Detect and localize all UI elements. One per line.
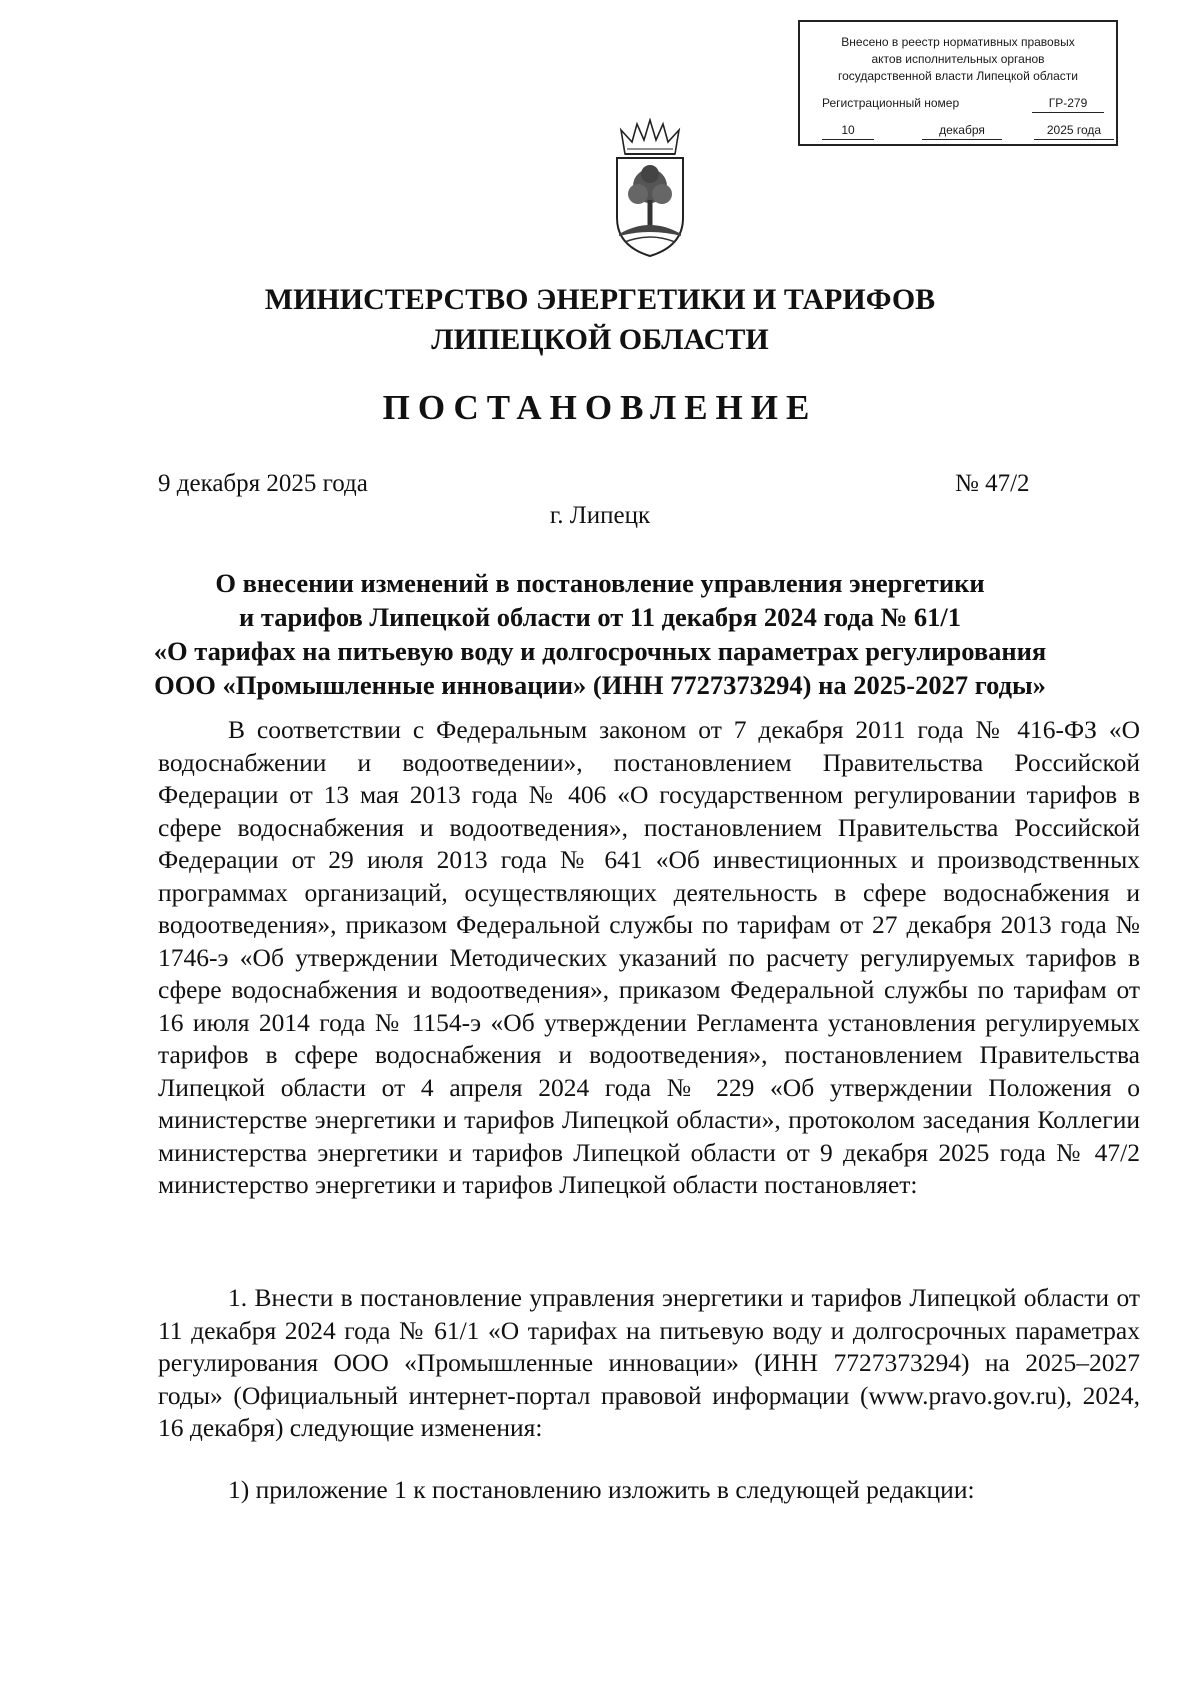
- ministry-name: [0, 280, 1200, 360]
- registry-stamp: [798, 20, 1118, 146]
- coat-of-arms-icon: [605, 118, 695, 260]
- stamp-registration-number: ГР-279: [1032, 95, 1104, 113]
- stamp-month: декабря: [922, 122, 1002, 140]
- preamble-paragraph: [158, 714, 1140, 1202]
- document-number: № 47/2: [955, 470, 1030, 497]
- title-line-3: «О тарифах на питьевую воду и долгосрочных параметрах регулирования: [153, 636, 1047, 666]
- title-line-1: О внесении изменений в постановление управления энергетики: [215, 568, 985, 598]
- stamp-line-3: государственной власти Липецкой области: [837, 69, 1079, 83]
- document-date: 9 декабря 2025 года: [158, 470, 368, 497]
- stamp-year: 2025 года: [1034, 122, 1114, 140]
- stamp-day: 10: [822, 122, 874, 140]
- subclause-1: 1) приложение 1 к постановлению изложить в следующей редакции:: [228, 1475, 975, 1504]
- title-line-4: ООО «Промышленные инновации» (ИНН 7727373294) на 2025-2027 годы»: [154, 670, 1046, 700]
- clause-1-text: 1. Внести в постановление управления энергетики и тарифов Липецкой области от 11 декабря 2024 года № 61/1 «О тарифах на питьевую воду и долгосрочных параметрах регулирования ООО «Промышленные инновации» (ИНН 7727373294) на 2025–2027 годы» (Официальный интернет-портал правовой информации (www.pravo.gov.ru), 2024, 16 декабря) следующие изменения:: [158, 1283, 1140, 1442]
- document-type: ПОСТАНОВЛЕНИЕ: [382, 388, 818, 427]
- stamp-registration-label: Регистрационный номер: [822, 96, 960, 110]
- stamp-line-1: Внесено в реестр нормативных правовых: [841, 35, 1075, 49]
- preamble-text: В соответствии с Федеральным законом от 7 декабря 2011 года № 416-ФЗ «О водоснабжении и водоотведении», постановлением Правительства Российской Федерации от 13 мая 2013 года № 406 «О государственном регулировании тарифов в сфере водоснабжения и водоотведения», постановлением Правительства Российской Федерации от 29 июля 2013 года № 641 «Об инвестиционных и производственных программах организаций, осуществляющих деятельность в сфере водоснабжения и водоотведения», приказом Федеральной службы по тарифам от 27 декабря 2013 года № 1746-э «Об утверждении Методических указаний по расчету регулируемых тарифов в сфере водоснабжения и водоотведения», приказом Федеральной службы по тарифам от 16 июля 2014 года № 1154-э «Об утверждении Регламента установления регулируемых тарифов в сфере водоснабжения и водоотведения», постановлением Правительства Липецкой области от 4 апреля 2024 года № 229 «Об утверждении Положения о министерстве энергетики и тарифов Липецкой области», протоколом заседания Коллегии министерства энергетики и тарифов Липецкой области от 9 декабря 2025 года № 47/2 министерство энергетики и тарифов Липецкой области постановляет:: [158, 715, 1140, 1199]
- stamp-line-2: актов исполнительных органов: [871, 52, 1045, 66]
- coat-of-arms-graphic: [605, 118, 695, 260]
- ministry-name-line-1: МИНИСТЕРСТВО ЭНЕРГЕТИКИ И ТАРИФОВ: [264, 283, 936, 316]
- title-line-2: и тарифов Липецкой области от 11 декабря 2024 года № 61/1: [239, 602, 961, 632]
- stamp-registration-row: [822, 95, 1106, 112]
- document-title: [0, 566, 1200, 702]
- clause-1-paragraph: [158, 1282, 1140, 1445]
- ministry-name-line-2: ЛИПЕЦКОЙ ОБЛАСТИ: [431, 323, 769, 356]
- stamp-date-row: [822, 122, 1108, 140]
- document-city: г. Липецк: [549, 502, 651, 529]
